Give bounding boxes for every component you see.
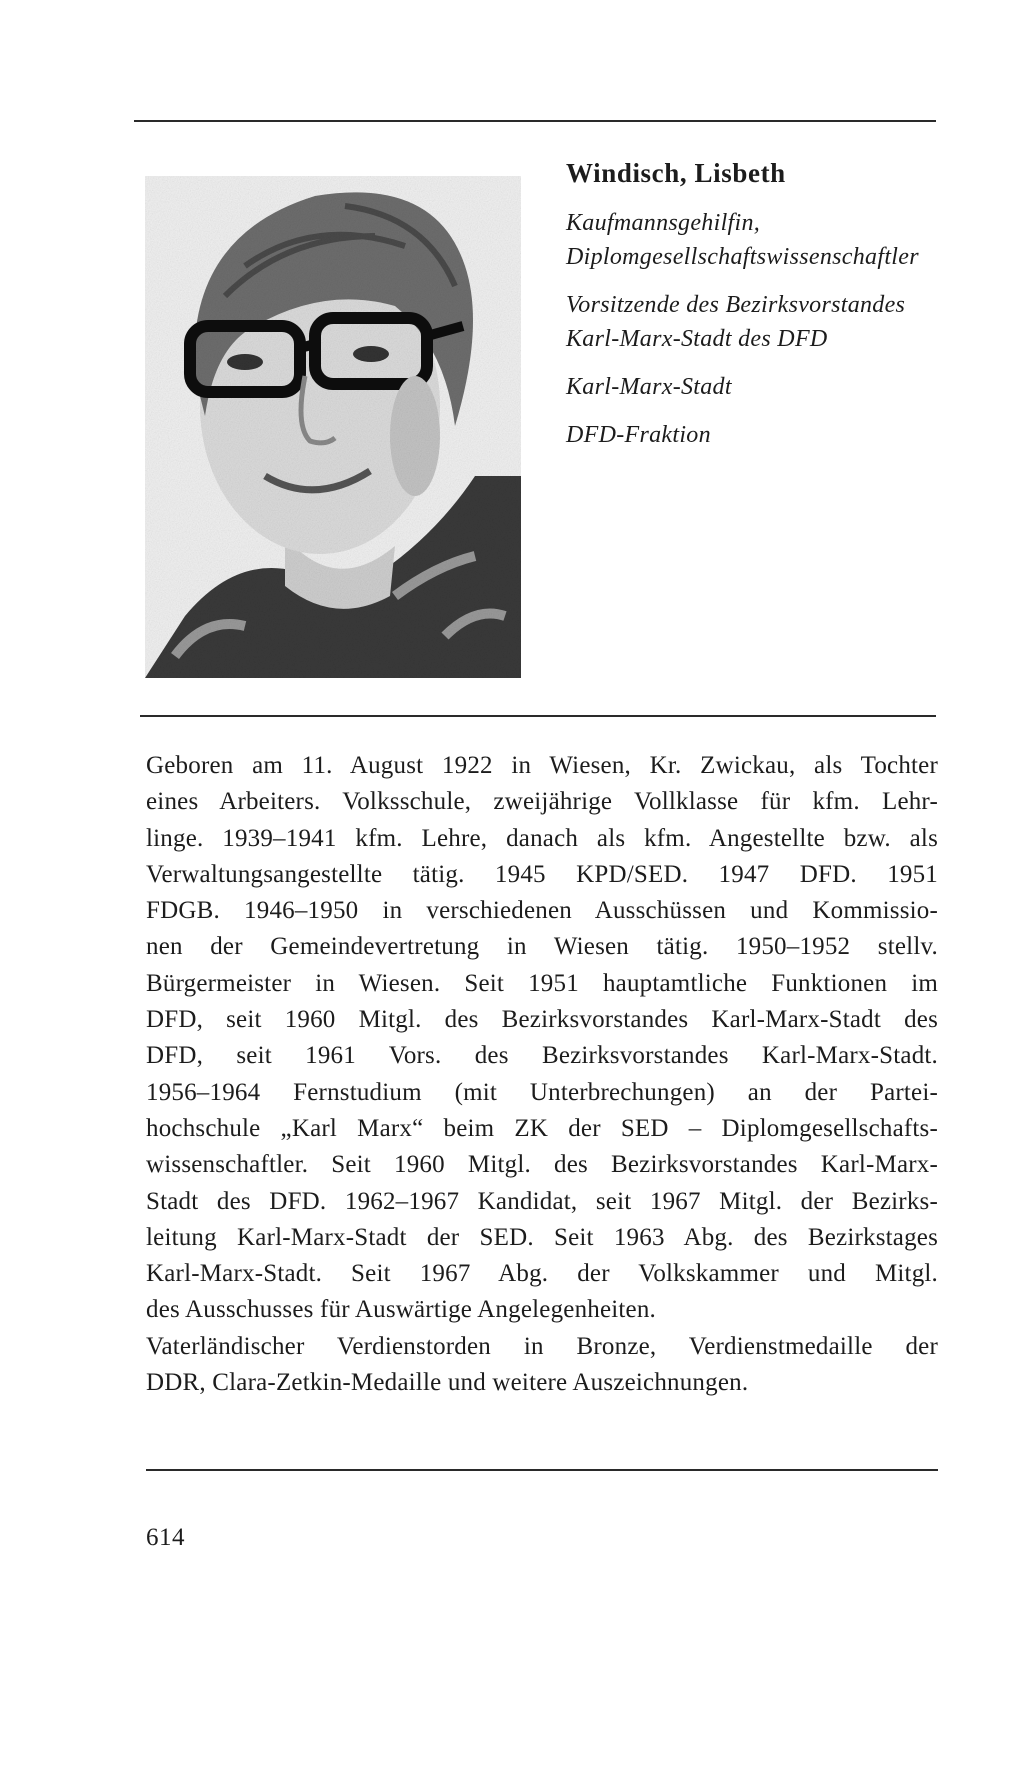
- biography-line: Karl-Marx-Stadt. Seit 1967 Abg. der Volkskammer und Mitgl.: [146, 1260, 938, 1288]
- top-divider: [134, 120, 936, 122]
- person-name: Windisch, Lisbeth: [566, 158, 786, 188]
- faction: DFD-Fraktion: [566, 422, 711, 448]
- bottom-divider: [146, 1469, 938, 1471]
- biography-line: Geboren am 11. August 1922 in Wiesen, Kr. Zwickau, als Tochter: [146, 752, 938, 779]
- constituency: Karl-Marx-Stadt: [566, 374, 732, 400]
- biography-line: eines Arbeiters. Volksschule, zweijährige Vollklasse für kfm. Lehr-: [146, 788, 938, 816]
- biography-line: FDGB. 1946–1950 in verschiedenen Ausschüssen und Kommissio-: [146, 897, 938, 925]
- middle-divider: [140, 715, 936, 717]
- position-line: Vorsitzende des Bezirksvorstandes: [566, 292, 906, 318]
- profession-line: Kaufmannsgehilfin,: [566, 210, 761, 236]
- awards-line: DDR, Clara-Zetkin-Medaille und weitere Auszeichnungen.: [146, 1369, 749, 1397]
- biography-line: leitung Karl-Marx-Stadt der SED. Seit 1963 Abg. des Bezirkstages: [146, 1223, 938, 1251]
- position-block: [566, 288, 946, 356]
- profession-line: Diplomgesellschaftswissenschaftler: [566, 244, 919, 270]
- biography-line: Stadt des DFD. 1962–1967 Kandidat, seit 1967 Mitgl. der Bezirks-: [146, 1187, 938, 1215]
- biography-line: DFD, seit 1961 Vors. des Bezirksvorstandes Karl-Marx-Stadt.: [146, 1042, 938, 1070]
- constituency-block: [566, 370, 946, 404]
- faction-block: [566, 418, 946, 452]
- page-number: 614: [146, 1524, 185, 1551]
- biography-line: DFD, seit 1960 Mitgl. des Bezirksvorstandes Karl-Marx-Stadt des: [146, 1006, 938, 1034]
- portrait-illustration: [145, 176, 521, 678]
- biography-line: des Ausschusses für Auswärtige Angelegenheiten.: [146, 1296, 656, 1324]
- awards-line: Vaterländischer Verdienstorden in Bronze, Verdienstmedaille der: [146, 1332, 938, 1360]
- biography-line: 1956–1964 Fernstudium (mit Unterbrechungen) an der Partei-: [146, 1078, 938, 1106]
- position-line: Karl-Marx-Stadt des DFD: [566, 326, 828, 352]
- entry-header: [566, 156, 946, 466]
- portrait-photo: [145, 176, 521, 678]
- biography-line: linge. 1939–1941 kfm. Lehre, danach als kfm. Angestellte bzw. als: [146, 824, 938, 852]
- biography-line: wissenschaftler. Seit 1960 Mitgl. des Bezirksvorstandes Karl-Marx-: [146, 1151, 938, 1179]
- biography-line: Bürgermeister in Wiesen. Seit 1951 hauptamtliche Funktionen im: [146, 969, 938, 997]
- profession-block: [566, 206, 946, 274]
- biography-line: hochschule „Karl Marx“ beim ZK der SED – Diplomgesellschafts-: [146, 1114, 938, 1142]
- biography-line: Verwaltungsangestellte tätig. 1945 KPD/SED. 1947 DFD. 1951: [146, 860, 938, 888]
- biography-text: [146, 748, 938, 1401]
- biography-line: nen der Gemeindevertretung in Wiesen tätig. 1950–1952 stellv.: [146, 933, 938, 961]
